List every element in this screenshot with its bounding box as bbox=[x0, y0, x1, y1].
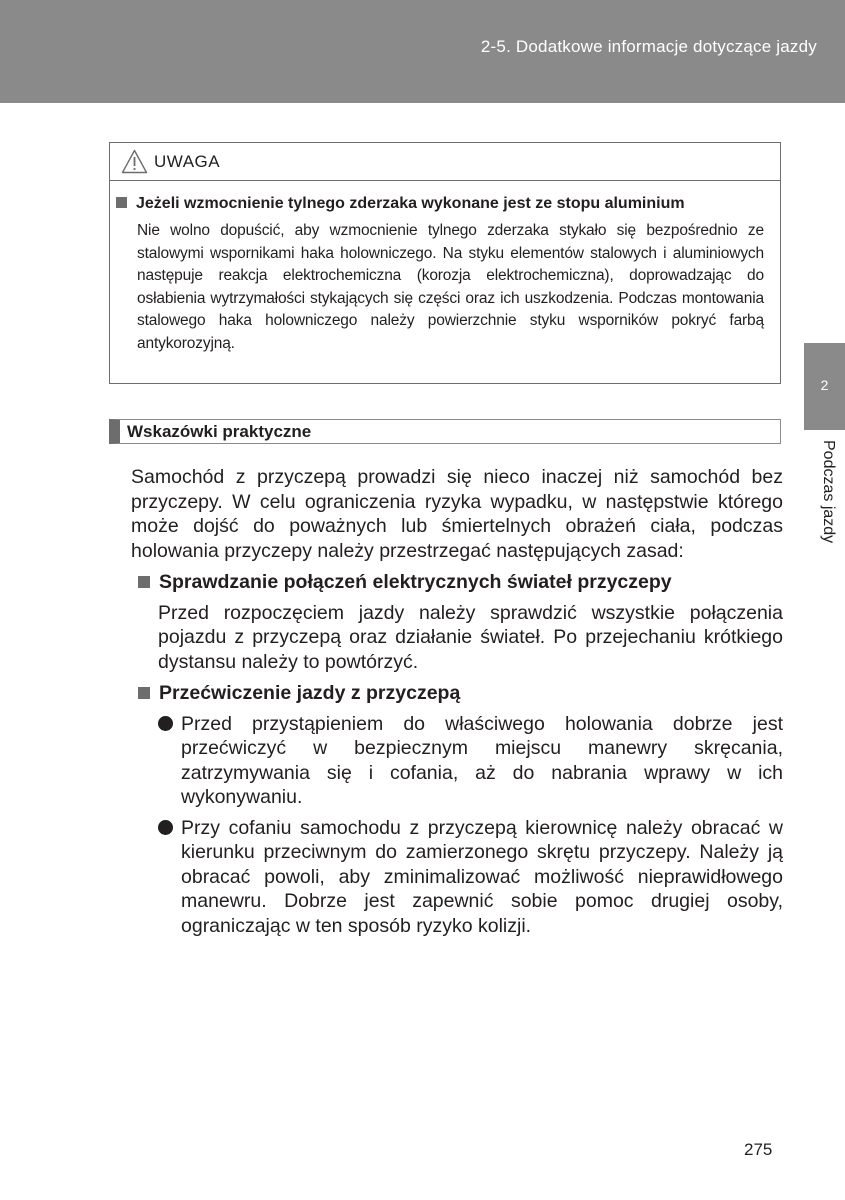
square-bullet-icon bbox=[138, 576, 150, 588]
subsection-title-lights bbox=[131, 570, 783, 595]
intro-paragraph: Samochód z przyczepą prowadzi się nieco inaczej niż samochód bez przyczepy. W celu ograniczenia ryzyka wypadku, w następstwie którego może dojść do poważnych lub śmiertelnych obrażeń ciała, podczas holowania przyczepy należy przestrzegać następujących zasad: bbox=[131, 466, 783, 562]
warning-item-text: Nie wolno dopuścić, aby wzmocnienie tylnego zderzaka stykało się bezpośrednio ze stalowymi wspornikami haka holowniczego. Na styku elementów stalowych i aluminiowych następuje reakcja elektrochemiczna (korozja elektrochemiczna), doprowadzając do osłabienia wytrzymałości stykających się części oraz ich uszkodzenia. Podczas montowania stalowego haka holowniczego należy powierzchnie styku wsporników pokryć farbą antykorozyjną. bbox=[137, 222, 764, 352]
warning-triangle-icon bbox=[121, 149, 148, 174]
section-title: Wskazówki praktyczne bbox=[127, 421, 312, 441]
warning-header bbox=[110, 143, 780, 181]
list-item-text: Przed przystąpieniem do właściwego holowania dobrze jest przećwiczyć w bezpiecznym miejscu manewry skręcania, zatrzymywania się i cofania, aż do nabrania wprawy w ich wykonywaniu. bbox=[181, 712, 783, 808]
chapter-tab bbox=[804, 343, 845, 430]
page-header bbox=[0, 0, 845, 103]
square-bullet-icon bbox=[116, 197, 127, 208]
subsection-title-practice bbox=[131, 681, 783, 706]
list-item-text: Przy cofaniu samochodu z przyczepą kierownicę należy obracać w kierunku przeciwnym do zamierzonego skrętu przyczepy. Należy ją obracać powoli, aby zminimalizować możliwość nieprawidłowego manewru. Dobrze jest zapewnić sobie pomoc drugiej osoby, ograniczając w ten sposób ryzyko kolizji. bbox=[181, 816, 783, 937]
round-bullet-icon bbox=[158, 716, 173, 731]
warning-item-title bbox=[116, 193, 764, 214]
list-item bbox=[158, 712, 783, 810]
page-number: 275 bbox=[744, 1140, 773, 1159]
section-content bbox=[131, 465, 783, 944]
list-item bbox=[158, 816, 783, 939]
subsection-title-text: Przećwiczenie jazdy z przyczepą bbox=[159, 682, 461, 704]
practice-bullet-list bbox=[158, 712, 783, 939]
warning-item-title-text: Jeżeli wzmocnienie tylnego zderzaka wykonane jest ze stopu aluminium bbox=[136, 195, 685, 212]
warning-body bbox=[110, 181, 780, 355]
round-bullet-icon bbox=[158, 820, 173, 835]
subsection-text-lights: Przed rozpoczęciem jazdy należy sprawdzić wszystkie połączenia pojazdu z przyczepą oraz działanie świateł. Po przejechaniu krótkiego dystansu należy to powtórzyć. bbox=[158, 601, 783, 673]
chapter-label: Podczas jazdy bbox=[820, 440, 837, 544]
warning-label: UWAGA bbox=[154, 151, 221, 171]
section-header bbox=[109, 419, 781, 444]
warning-box bbox=[109, 142, 781, 384]
header-title: 2-5. Dodatkowe informacje dotyczące jazdy bbox=[480, 37, 817, 56]
square-bullet-icon bbox=[138, 687, 150, 699]
chapter-number: 2 bbox=[820, 377, 829, 393]
subsection-title-text: Sprawdzanie połączeń elektrycznych świateł przyczepy bbox=[159, 571, 672, 593]
